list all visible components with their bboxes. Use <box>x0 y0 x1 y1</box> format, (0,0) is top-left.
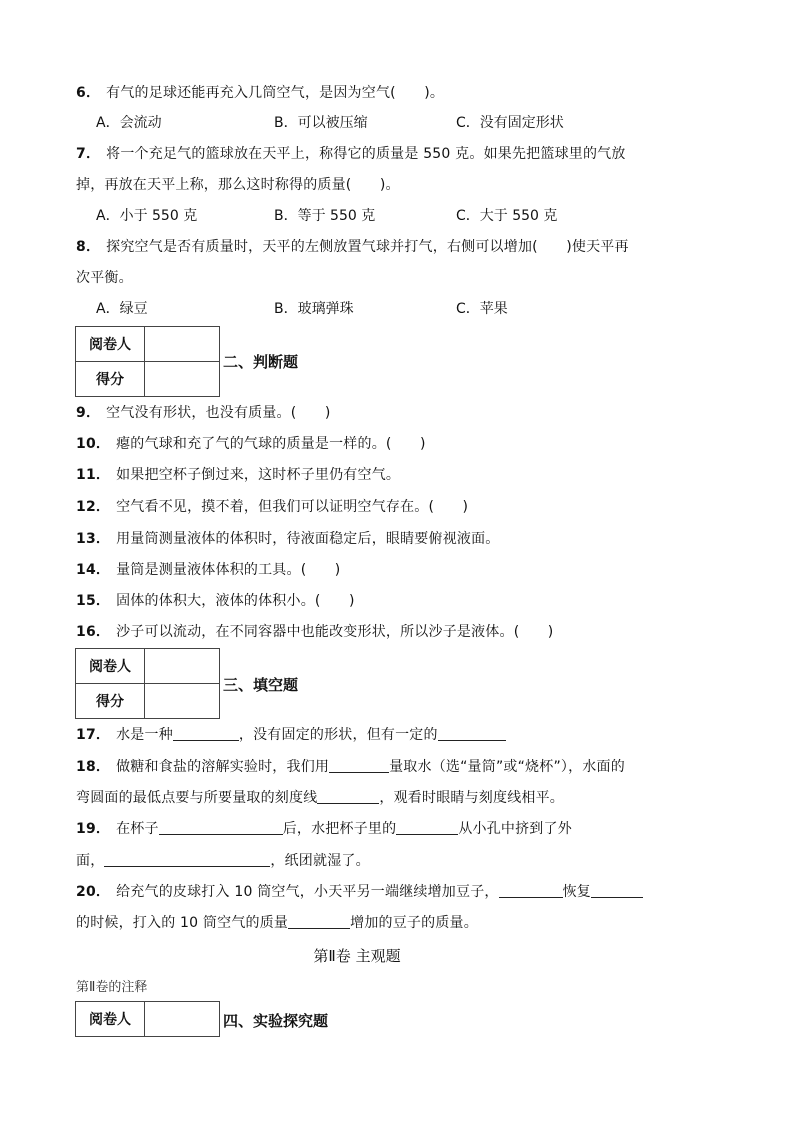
question-9 <box>76 403 330 423</box>
question-text: 空气看不见，摸不着，但我们可以证明空气存在。( ) <box>116 499 469 515</box>
question-8 <box>76 237 629 257</box>
question-text: ，观看时眼睛与刻度线相平。 <box>379 790 565 806</box>
part-title: 第Ⅱ卷 主观题 <box>313 947 401 965</box>
question-text: 弯圆面的最低点要与所要量取的刻度线 <box>76 790 318 806</box>
question-text: 用量筒测量液体的体积时，待液面稳定后，眼睛要俯视液面。 <box>116 531 500 547</box>
question-number: 18． <box>76 759 111 775</box>
question-11 <box>76 465 400 485</box>
option-b[interactable]: B．等于 550 克 <box>274 208 376 224</box>
question-14 <box>76 560 340 580</box>
reviewer-label: 阅卷人 <box>76 1002 145 1037</box>
question-text: 固体的体积大，液体的体积小。( ) <box>116 593 355 609</box>
question-text: 如果把空杯子倒过来，这时杯子里仍有空气。 <box>116 467 401 483</box>
question-text: 面， <box>76 853 105 869</box>
grader-table <box>75 1001 220 1037</box>
question-text: 沙子可以流动，在不同容器中也能改变形状，所以沙子是液体。( ) <box>116 624 554 640</box>
question-13 <box>76 529 500 549</box>
reviewer-field[interactable] <box>145 1002 220 1037</box>
option-b[interactable]: B．可以被压缩 <box>274 115 368 131</box>
question-number: 15． <box>76 593 111 609</box>
question-20-line-2 <box>76 913 478 933</box>
question-number: 19． <box>76 821 111 837</box>
question-20 <box>76 882 643 902</box>
option-c[interactable]: C．没有固定形状 <box>456 115 564 131</box>
answer-blank[interactable] <box>104 852 270 867</box>
question-text: ，纸团就湿了。 <box>270 853 370 869</box>
answer-blank[interactable] <box>173 726 239 741</box>
answer-blank[interactable] <box>317 789 379 804</box>
question-text: 做糖和食盐的溶解实验时，我们用 <box>116 759 330 775</box>
question-12 <box>76 497 468 517</box>
question-text: 将一个充足气的篮球放在天平上，称得它的质量是 550 克。如果先把篮球里的气放 <box>106 146 626 162</box>
grader-table <box>75 648 220 719</box>
section-heading: 三、填空题 <box>223 676 299 694</box>
question-text: 量筒是测量液体体积的工具。( ) <box>116 562 341 578</box>
option-a[interactable]: A．绿豆 <box>96 301 148 317</box>
option-c[interactable]: C．苹果 <box>456 301 508 317</box>
part-note: 第Ⅱ卷的注释 <box>76 980 148 995</box>
question-19 <box>76 819 572 839</box>
question-text: 有气的足球还能再充入几筒空气，是因为空气( )。 <box>106 85 445 101</box>
reviewer-label: 阅卷人 <box>76 649 145 684</box>
question-text: 从小孔中挤到了外 <box>458 821 572 837</box>
option-a[interactable]: A．会流动 <box>96 115 162 131</box>
score-label: 得分 <box>76 684 145 719</box>
question-text: 探究空气是否有质量时，天平的左侧放置气球并打气，右侧可以增加( )使天平再 <box>106 239 629 255</box>
question-number: 14． <box>76 562 111 578</box>
score-field[interactable] <box>145 362 220 397</box>
question-text: 增加的豆子的质量。 <box>350 915 478 931</box>
question-text: 在杯子 <box>116 821 159 837</box>
question-text: 后，水把杯子里的 <box>282 821 397 837</box>
score-field[interactable] <box>145 684 220 719</box>
option-c[interactable]: C．大于 550 克 <box>456 208 558 224</box>
question-number: 13． <box>76 531 111 547</box>
question-text: 瘪的气球和充了气的气球的质量是一样的。( ) <box>116 436 426 452</box>
reviewer-field[interactable] <box>145 649 220 684</box>
question-text: 恢复 <box>562 884 592 900</box>
question-text: ，没有固定的形状，但有一定的 <box>238 727 438 743</box>
question-number: 11． <box>76 467 111 483</box>
question-8-line-2: 次平衡。 <box>76 270 133 286</box>
question-number: 16． <box>76 624 111 640</box>
question-19-line-2 <box>76 851 370 871</box>
answer-blank[interactable] <box>329 758 389 773</box>
answer-blank[interactable] <box>438 726 506 741</box>
question-6 <box>76 83 444 103</box>
answer-blank[interactable] <box>396 820 458 835</box>
question-number: 6． <box>76 85 101 101</box>
question-18 <box>76 757 625 777</box>
question-number: 12． <box>76 499 111 515</box>
answer-blank[interactable] <box>499 883 563 898</box>
answer-blank[interactable] <box>288 914 350 929</box>
answer-blank[interactable] <box>591 883 643 898</box>
question-text: 空气没有形状，也没有质量。( ) <box>106 405 331 421</box>
question-number: 17． <box>76 727 111 743</box>
section-heading: 二、判断题 <box>223 353 299 371</box>
question-7 <box>76 144 626 164</box>
reviewer-label: 阅卷人 <box>76 327 145 362</box>
section-heading: 四、实验探究题 <box>223 1012 329 1030</box>
question-16 <box>76 622 553 642</box>
question-text: 的时候，打入的 10 筒空气的质量 <box>76 915 289 931</box>
question-number: 9． <box>76 405 101 421</box>
question-10 <box>76 434 426 454</box>
question-17 <box>76 725 506 745</box>
answer-blank[interactable] <box>159 820 283 835</box>
reviewer-field[interactable] <box>145 327 220 362</box>
question-18-line-2 <box>76 788 564 808</box>
question-number: 10． <box>76 436 111 452</box>
question-number: 20． <box>76 884 111 900</box>
option-b[interactable]: B．玻璃弹珠 <box>274 301 354 317</box>
grader-table <box>75 326 220 397</box>
question-number: 8． <box>76 239 101 255</box>
question-text: 量取水（选“量筒”或“烧杯”），水面的 <box>389 759 625 775</box>
question-text: 水是一种 <box>116 727 173 743</box>
score-label: 得分 <box>76 362 145 397</box>
question-text: 给充气的皮球打入 10 筒空气，小天平另一端继续增加豆子， <box>116 884 499 900</box>
question-number: 7． <box>76 146 101 162</box>
option-a[interactable]: A．小于 550 克 <box>96 208 198 224</box>
question-7-line-2: 掉，再放在天平上称，那么这时称得的质量( )。 <box>76 177 400 193</box>
question-15 <box>76 591 355 611</box>
